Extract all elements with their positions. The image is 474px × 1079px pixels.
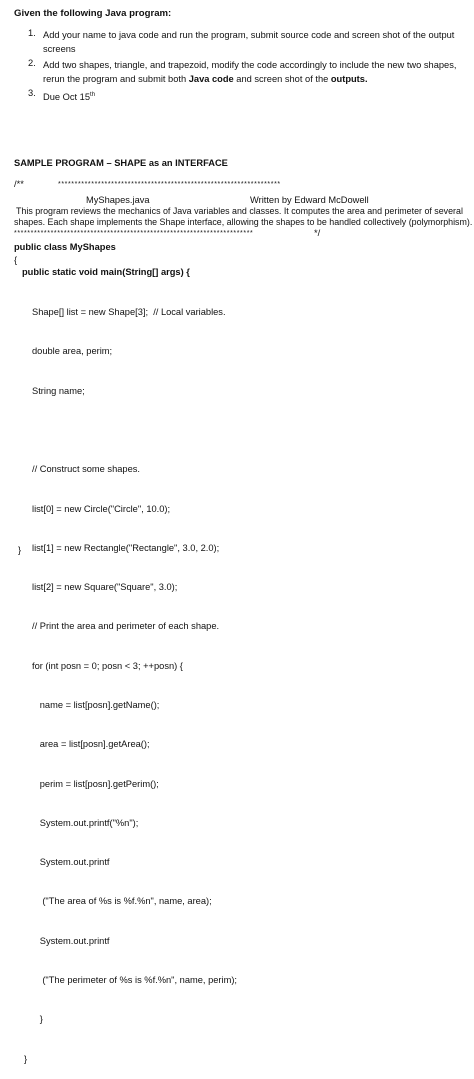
comment-close: */ [314,228,321,238]
code-line: for (int posn = 0; posn < 3; ++posn) { [32,660,183,671]
code-line: String name; [32,385,85,396]
item-text: Add your name to java code and run the program, submit source code and screen shot of the output screens [43,30,455,54]
comment-stars-top: ******************************************************************* [58,181,281,188]
code-line: area = list[posn].getArea(); [32,739,150,750]
code-line: perim = list[posn].getPerim(); [32,778,159,789]
code-line: ("The area of %s is %f.%n", name, area); [32,896,212,907]
heading: Given the following Java program: [14,8,172,19]
comment-author: Written by Edward McDowell [250,195,369,205]
item-text: Due Oct 15th [43,92,96,103]
code-line: Shape[] list = new Shape[3]; // Local variables. [32,307,226,318]
item-number: 3. [28,88,36,98]
code-line: name = list[posn].getName(); [32,700,160,710]
code-line: } [24,1053,28,1064]
code-line: } [32,1014,43,1025]
code-line: System.out.printf("%n"); [32,817,139,828]
code-line: list[1] = new Rectangle("Rectangle", 3.0, 2.0); [32,542,220,553]
item-number: 1. [28,28,36,38]
code-line: ("The perimeter of %s is %f.%n", name, perim); [32,974,237,985]
code-line: // Print the area and perimeter of each shape. [32,621,220,632]
item-number: 2. [28,58,36,68]
code-body [24,280,237,1079]
class-brace-close: } [18,545,22,555]
code-line: System.out.printf [32,857,110,868]
sample-title: SAMPLE PROGRAM – SHAPE as an INTERFACE [14,158,228,168]
comment-filename: MyShapes.java [86,195,150,205]
code-line: System.out.printf [32,935,110,946]
comment-stars-bottom: ************************************************************************ [14,230,254,237]
code-line [32,424,237,437]
main-declaration: public static void main(String[] args) { [22,267,190,277]
comment-description: This program reviews the mechanics of Java variables and classes. It computes the area and perimeter of several [16,206,463,216]
comment-open: /** [14,179,24,189]
class-declaration: public class MyShapes [14,242,116,252]
code-line: double area, perim; [32,346,113,357]
class-brace-open: { [14,255,18,265]
comment-description: shapes. Each shape implements the Shape interface, allowing the shapes to be handled collectively (polymorphism). [14,217,473,227]
code-line: list[0] = new Circle("Circle", 10.0); [32,503,171,514]
item-text: Add two shapes, triangle, and trapezoid, modify the code accordingly to include the new two shapes, rerun the program and submit both Java code and screen shot of the outputs. [43,60,457,84]
code-line: // Construct some shapes. [32,464,140,475]
code-line: list[2] = new Square("Square", 3.0); [32,582,178,593]
